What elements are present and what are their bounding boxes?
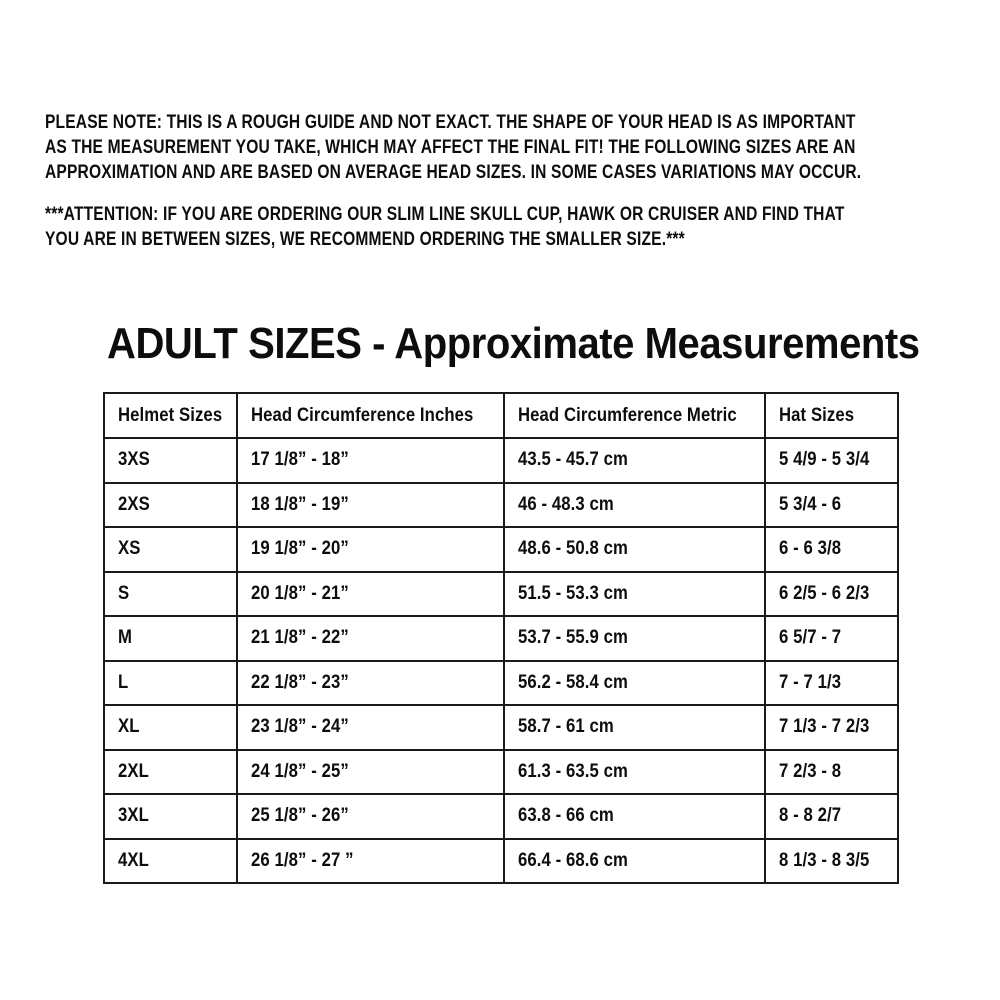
cell-helmet-size [104, 527, 237, 572]
cell-value: 23 1/8” - 24” [251, 716, 349, 738]
cell-inches [237, 839, 504, 884]
cell-hat-size [765, 839, 898, 884]
cell-inches [237, 527, 504, 572]
table-row [104, 527, 898, 572]
cell-metric [504, 750, 765, 795]
column-header-circumference-metric [504, 393, 765, 438]
cell-helmet-size [104, 572, 237, 617]
cell-value: XS [118, 538, 141, 560]
table-row [104, 750, 898, 795]
table-row [104, 572, 898, 617]
cell-value: L [118, 671, 129, 693]
note-line: ***ATTENTION: IF YOU ARE ORDERING OUR SLIM LINE SKULL CUP, HAWK OR CRUISER AND FIND THAT [45, 204, 845, 225]
cell-metric [504, 705, 765, 750]
cell-value: 8 - 8 2/7 [779, 805, 842, 827]
cell-value: 19 1/8” - 20” [251, 538, 349, 560]
cell-inches [237, 705, 504, 750]
cell-value: 46 - 48.3 cm [518, 493, 614, 515]
cell-value: 51.5 - 53.3 cm [518, 582, 628, 604]
cell-hat-size [765, 705, 898, 750]
cell-value: 48.6 - 50.8 cm [518, 538, 628, 560]
cell-value: 3XS [118, 449, 150, 471]
cell-metric [504, 572, 765, 617]
cell-value: 3XL [118, 805, 149, 827]
column-header-helmet-sizes [104, 393, 237, 438]
cell-value: 61.3 - 63.5 cm [518, 760, 628, 782]
cell-value: 17 1/8” - 18” [251, 449, 349, 471]
cell-value: 7 2/3 - 8 [779, 760, 842, 782]
cell-inches [237, 794, 504, 839]
cell-value: 56.2 - 58.4 cm [518, 671, 628, 693]
cell-metric [504, 527, 765, 572]
cell-value: 2XL [118, 760, 149, 782]
cell-hat-size [765, 794, 898, 839]
cell-hat-size [765, 527, 898, 572]
cell-value: 53.7 - 55.9 cm [518, 627, 628, 649]
cell-hat-size [765, 572, 898, 617]
table-row [104, 616, 898, 661]
cell-value: 6 2/5 - 6 2/3 [779, 582, 870, 604]
cell-metric [504, 438, 765, 483]
cell-helmet-size [104, 794, 237, 839]
cell-value: 8 1/3 - 8 3/5 [779, 849, 870, 871]
cell-metric [504, 661, 765, 706]
cell-metric [504, 794, 765, 839]
cell-helmet-size [104, 705, 237, 750]
page-title: ADULT SIZES - Approximate Measurements [107, 319, 920, 368]
cell-value: 7 1/3 - 7 2/3 [779, 716, 870, 738]
column-header-circumference-inches [237, 393, 504, 438]
cell-inches [237, 750, 504, 795]
cell-inches [237, 616, 504, 661]
column-header-hat-sizes [765, 393, 898, 438]
cell-value: 63.8 - 66 cm [518, 805, 614, 827]
cell-value: 66.4 - 68.6 cm [518, 849, 628, 871]
cell-value: 20 1/8” - 21” [251, 582, 349, 604]
cell-value: M [118, 627, 133, 649]
cell-value: 2XS [118, 493, 150, 515]
cell-value: 25 1/8” - 26” [251, 805, 349, 827]
cell-value: 18 1/8” - 19” [251, 493, 349, 515]
note-paragraph-attention [45, 202, 1000, 252]
column-header-label: Helmet Sizes [118, 404, 223, 426]
note-line: AS THE MEASUREMENT YOU TAKE, WHICH MAY AFFECT THE FINAL FIT! THE FOLLOWING SIZES ARE AN [45, 137, 856, 158]
table-row [104, 839, 898, 884]
note-paragraph-please-note [45, 110, 1000, 185]
cell-inches [237, 438, 504, 483]
cell-hat-size [765, 661, 898, 706]
cell-inches [237, 661, 504, 706]
cell-hat-size [765, 750, 898, 795]
table-row [104, 483, 898, 528]
table-header-row [104, 393, 898, 438]
column-header-label: Hat Sizes [779, 404, 855, 426]
cell-value: 6 - 6 3/8 [779, 538, 842, 560]
cell-helmet-size [104, 750, 237, 795]
cell-value: 21 1/8” - 22” [251, 627, 349, 649]
cell-value: 6 5/7 - 7 [779, 627, 842, 649]
cell-metric [504, 616, 765, 661]
table-row [104, 705, 898, 750]
column-header-label: Head Circumference Inches [251, 404, 474, 426]
note-line: APPROXIMATION AND ARE BASED ON AVERAGE HEAD SIZES. IN SOME CASES VARIATIONS MAY OCCUR. [45, 162, 862, 183]
column-header-label: Head Circumference Metric [518, 404, 737, 426]
cell-value: 58.7 - 61 cm [518, 716, 614, 738]
table-row [104, 661, 898, 706]
table-row [104, 794, 898, 839]
cell-helmet-size [104, 839, 237, 884]
note-line: PLEASE NOTE: THIS IS A ROUGH GUIDE AND NOT EXACT. THE SHAPE OF YOUR HEAD IS AS IMPORTANT [45, 112, 856, 133]
cell-helmet-size [104, 616, 237, 661]
cell-helmet-size [104, 483, 237, 528]
cell-value: 7 - 7 1/3 [779, 671, 842, 693]
cell-metric [504, 483, 765, 528]
cell-value: S [118, 582, 130, 604]
adult-sizes-table [103, 392, 899, 884]
cell-value: 26 1/8” - 27 ” [251, 849, 354, 871]
table-row [104, 438, 898, 483]
cell-value: 4XL [118, 849, 149, 871]
cell-value: XL [118, 716, 140, 738]
cell-value: 24 1/8” - 25” [251, 760, 349, 782]
cell-hat-size [765, 438, 898, 483]
cell-inches [237, 572, 504, 617]
cell-value: 5 3/4 - 6 [779, 493, 842, 515]
cell-hat-size [765, 616, 898, 661]
cell-metric [504, 839, 765, 884]
cell-hat-size [765, 483, 898, 528]
cell-value: 5 4/9 - 5 3/4 [779, 449, 870, 471]
cell-inches [237, 483, 504, 528]
note-line: YOU ARE IN BETWEEN SIZES, WE RECOMMEND ORDERING THE SMALLER SIZE.*** [45, 229, 685, 250]
cell-helmet-size [104, 438, 237, 483]
cell-value: 43.5 - 45.7 cm [518, 449, 628, 471]
cell-value: 22 1/8” - 23” [251, 671, 349, 693]
cell-helmet-size [104, 661, 237, 706]
